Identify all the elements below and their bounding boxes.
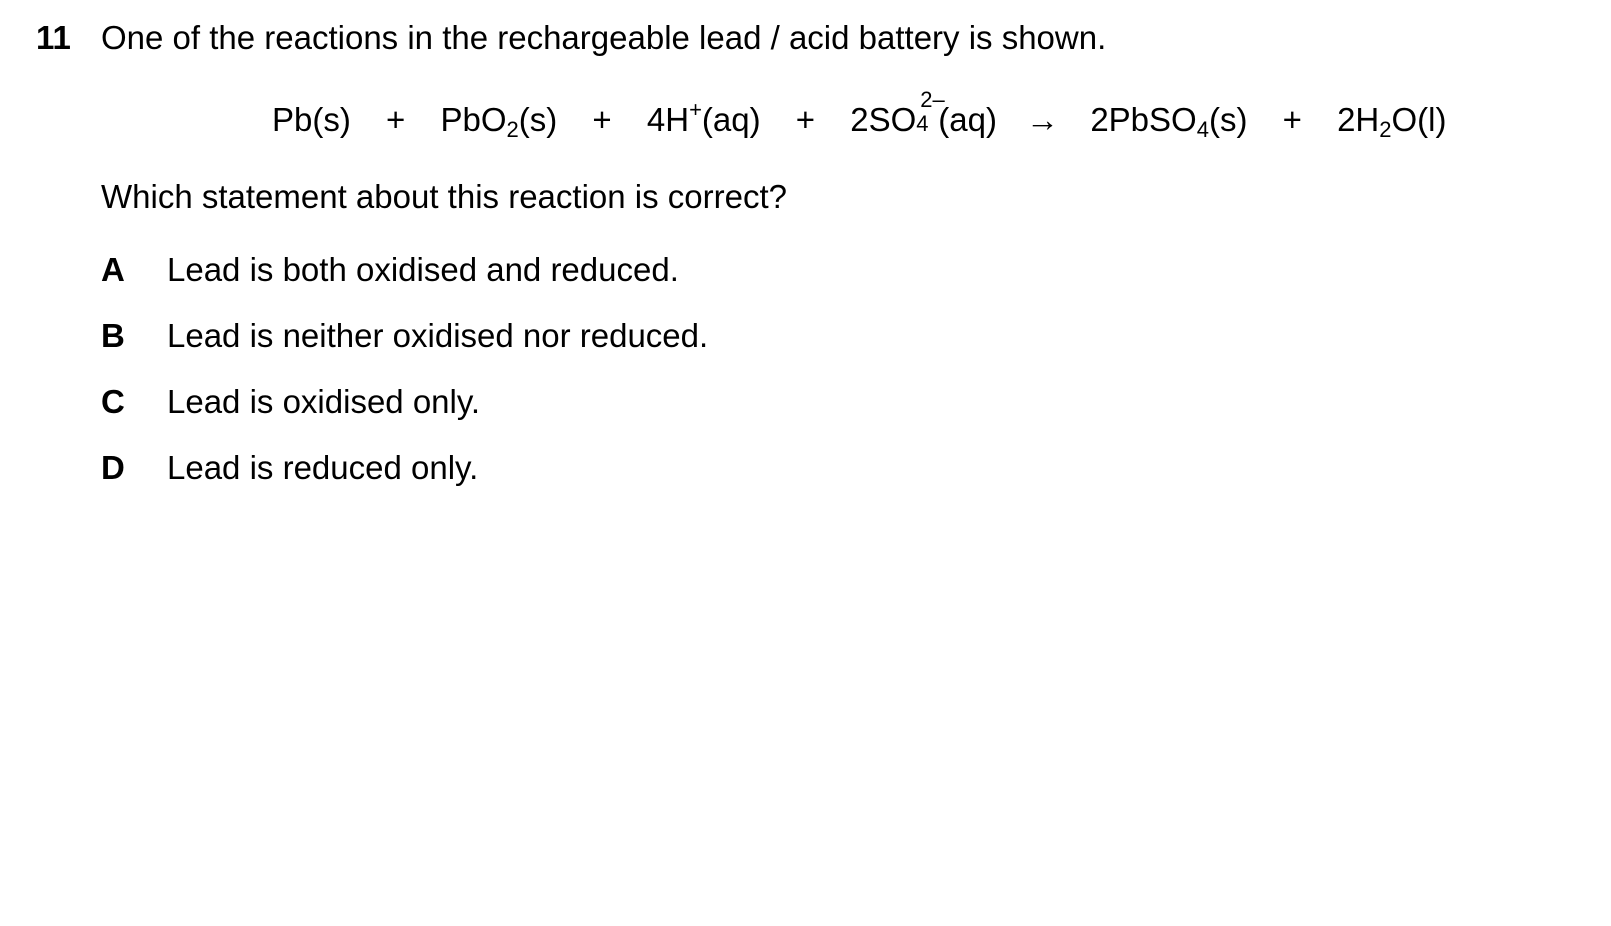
formula-text: 2PbSO <box>1090 101 1197 138</box>
option-letter: D <box>101 449 125 486</box>
question-number: 11 <box>36 19 71 56</box>
answer-option-d[interactable] <box>101 448 478 488</box>
formula-text: PbO <box>440 101 507 138</box>
state-symbol: (aq) <box>701 101 761 138</box>
formula-text: 4H <box>646 101 690 138</box>
question-prompt: Which statement about this reaction is correct? <box>101 178 787 215</box>
answer-option-c[interactable] <box>101 382 480 422</box>
plus-sign: + <box>386 101 406 138</box>
option-text: Lead is both oxidised and reduced. <box>167 251 679 288</box>
reactant-pb: Pb(s) <box>272 101 351 138</box>
reactant-pbo2 <box>440 98 557 142</box>
state-symbol: (s) <box>1208 101 1248 138</box>
reactant-sulfate-ion <box>850 87 997 142</box>
subscript: 2 <box>1379 117 1392 142</box>
answer-option-a[interactable] <box>101 250 679 290</box>
product-pbso4 <box>1090 98 1247 142</box>
question-stem: One of the reactions in the rechargeable lead / acid battery is shown. <box>101 19 1107 56</box>
superscript: 2– <box>920 87 945 112</box>
plus-sign: + <box>795 101 816 138</box>
option-text: Lead is neither oxidised nor reduced. <box>167 317 709 354</box>
state-symbol: (s) <box>518 101 558 138</box>
superscript: + <box>689 97 702 122</box>
charge-stack <box>916 87 945 136</box>
plus-sign: + <box>1282 101 1302 138</box>
subscript: 2 <box>506 117 519 142</box>
option-letter: B <box>101 317 125 354</box>
plus-sign: + <box>592 101 612 138</box>
reactant-hydrogen-ion <box>647 98 761 142</box>
subscript: 4 <box>916 111 929 136</box>
state-symbol: (aq) <box>938 101 997 138</box>
formula-text: 2H <box>1337 101 1380 138</box>
formula-text: 2SO <box>850 101 917 138</box>
option-letter: C <box>101 383 125 420</box>
reaction-arrow: → <box>1026 101 1060 138</box>
product-water <box>1337 98 1446 142</box>
option-text: Lead is oxidised only. <box>167 383 481 420</box>
subscript: 4 <box>1196 117 1209 142</box>
answer-option-b[interactable] <box>101 316 708 356</box>
option-text: Lead is reduced only. <box>167 449 479 486</box>
option-letter: A <box>101 251 125 288</box>
state-symbol: O(l) <box>1391 101 1447 138</box>
chemical-equation <box>272 87 1447 142</box>
